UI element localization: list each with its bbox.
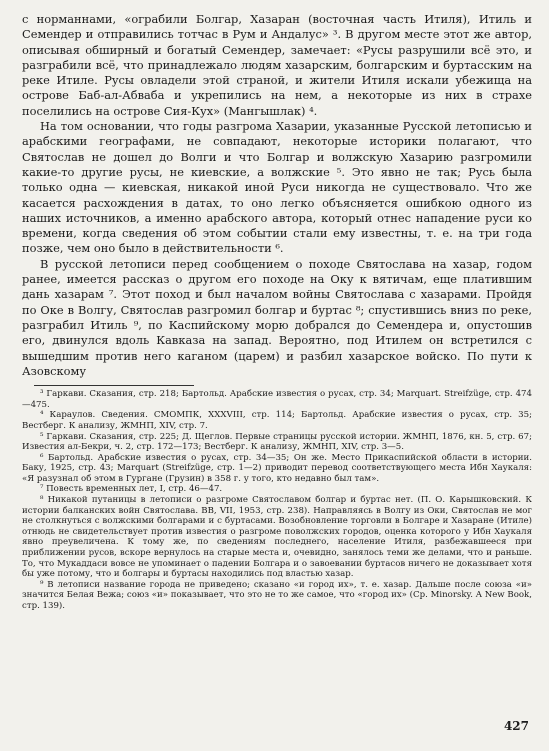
- footnote-8: ⁸ Никакой путаницы в летописи о разгроме Святославом болгар и буртас нет. (П. О. Карышковский. К истории балканских войн Святослава. ВВ, VII, 1953, стр. 238). Направляясь в Волгу из Оки, Святослав не мог не столкнуться с волжскими болгарами и с буртасами. Возобновление торговли в Болгаре и Хазаране (Итиле) отнюдь не свидетельствует против известия о разгроме поволжских городов, оценка которого у Ибн Хаукаля явно преувеличена. К тому же, по сведениям последнего, население Итиля, разбежавшееся при приближении русов, вскоре вернулось на старые места и, очевидно, занялось теми же делами, что и раньше. То, что Мукаддаси вовсе не упоминает о падении Болгара и о завоевании буртасов ничего не доказывает хотя бы уже потому, что и болгары и буртасы находились под властью хазар.: [22, 495, 532, 580]
- footnote-9: ⁹ В летописи название города не приведено; сказано «и город их», т. е. хазар. Дальше после союза «и» значится Белая Вежа; союз «и» показывает, что это не то же самое, что «город их» (Ср. Minorsky. A New Book, стр. 139).: [22, 579, 532, 611]
- footnote-7: ⁷ Повесть временных лет, I, стр. 46—47.: [40, 484, 223, 495]
- page-body: [22, 12, 532, 612]
- footnote-4: ⁴ Караулов. Сведения. СМОМПК, XXXVIII, стр. 114; Бартольд. Арабские известия о русах, стр. 35; Вестберг. К анализу, ЖМНП, XIV, стр. 7.: [22, 410, 532, 431]
- paragraph-3: В русской летописи перед сообщением о походе Святослава на хазар, годом ранее, имеется рассказ о другом его походе на Оку к вятичам, еще платившим дань хазарам ⁷. Этот поход и был началом войны Святослава с хазарами. Пройдя по Оке в Волгу, Святослав разгромил болгар и буртас ⁸; спустившись вниз по реке, разграбил Итиль ⁹, по Каспийскому морю добрался до Семендера и, опустошив его, двинулся вдоль Кавказа на запад. Вероятно, под Итилем он встретился с вышедшим против него каганом (царем) и разбил хазарское войско. По пути к Азовскому: [22, 256, 532, 378]
- footnote-5: ⁵ Гаркави. Сказания, стр. 225; Д. Щеглов. Первые страницы русской истории. ЖМНП, 1876, кн. 5, стр. 67; Известия ал-Бекри, ч. 2, стр. 172—173; Вестберг. К анализу, ЖМНП, XIV, стр. 3—5.: [22, 431, 532, 453]
- paragraph-2: На том основании, что годы разгрома Хазарии, указанные Русской летописью и арабскими географами, не совпадают, некоторые историки полагают, что Святослав не дошел до Волги и что Болгар и волжскую Хазарию разгромили какие-то другие русы, не киевские, а волжские ⁵. Это явно не так; Русь была только одна — киевская, никакой иной Руси никогда не существовало. Что же касается расхождения в датах, то оно легко объясняется ошибкою одного из наших источников, а именно арабского автора, который отнес нападение руси ко времени, когда сведения об этом событии стали ему известны, т. е. на три года позже, чем оно было в действительности ⁶.: [22, 119, 532, 256]
- footnote-6: ⁶ Бартольд. Арабские известия о русах, стр. 34—35; Он же. Место Прикаспийской области в истории. Баку, 1925, стр. 43; Marquart (Streifzüge, стр. 1—2) приводит перевод соответствующего места Ибн Хаукаля: «Я разузнал об этом в Гургане (Грузин) в 358 г. у того, кто недавно был там».: [22, 452, 532, 484]
- footnotes: [22, 389, 532, 611]
- footnote-divider: [34, 385, 194, 386]
- page-number: 427: [503, 719, 529, 733]
- paragraph-1: с норманнами, «ограбили Болгар, Хазаран (восточная часть Итиля), Итиль и Семендер и отправились тотчас в Рум и Андалус» ³. В другом месте этот же автор, описывая обширный и богатый Семендер, замечает: «Русы разрушили всё это, и разграбили всё, что принадлежало людям хазарским, болгарским и буртасским на реке Итиле. Русы овладели этой страной, и жители Итиля искали убежища на острове Баб-ал-Абваба и укрепились на нем, а некоторые из них в страхе поселились на острове Сия-Кух» (Мангышлак) ⁴.: [22, 12, 532, 118]
- footnote-3: ³ Гаркави. Сказания, стр. 218; Бартольд. Арабские известия о русах, стр. 34; Marquart. Streifzüge, стр. 474—475.: [22, 389, 532, 410]
